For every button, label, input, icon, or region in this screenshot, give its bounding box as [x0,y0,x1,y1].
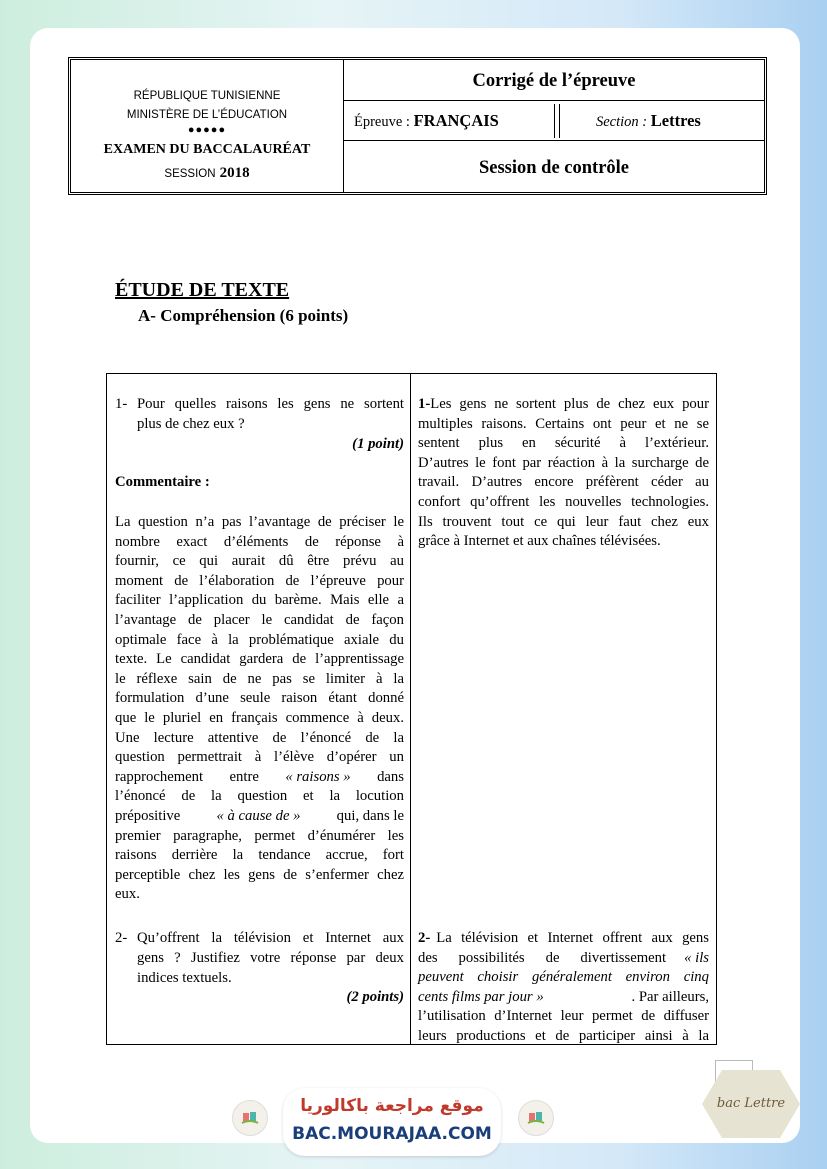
answer-line: multiples raisons. Certains ont peur et ne se [418,415,709,432]
session-line [71,164,343,182]
section-label: Section : [596,114,648,130]
subsection-title: A- Compréhension (6 points) [138,306,349,325]
header-left-panel [71,60,344,192]
comment-word: dans [377,768,404,785]
q2-text-line2: gens ? Justifiez votre réponse par deux [137,950,404,966]
q2-text-line3: indices textuels. [137,970,232,986]
footer-site[interactable]: BAC.MOURAJAA.COM [292,1124,492,1144]
comment-word: rapprochement [115,768,204,785]
a1-block [418,395,709,552]
epreuve-line [354,111,499,131]
comment-line: raisons derrière la tendance accrue, fort [115,847,404,864]
table-column-divider [410,374,411,1044]
comment-line: nombre exact d’éléments de réponse à [115,533,404,550]
q2-text-line1: Qu’offrent la télévision et Internet aux [137,930,404,946]
answer-line: La télévision et Internet offrent aux gens [436,930,709,946]
header-vertical-divider [554,104,560,138]
questions-table [106,373,717,1045]
books-logo-icon [518,1100,554,1136]
answer-line-mixed [418,949,709,969]
stamp-text: bac Lettre [716,1096,786,1111]
dots-separator: ●●●●● [187,124,227,136]
comment-line: fournir, ce qui aurait dû être prévu au [115,553,404,570]
q2-number: 2- [115,930,128,946]
comment-line-mixed [115,768,404,788]
answer-line: l’utilisation d’Internet leur permet de diffuser [418,1008,709,1025]
ministry-label: MINISTÈRE DE L’ÉDUCATION [126,109,288,121]
comment-word: qui, dans le [336,807,404,824]
comment-line: que le pluriel en français commence à deux. [115,709,404,726]
answer-line: leurs productions et de participer ainsi à la [418,1027,709,1044]
section-line [596,111,701,131]
answer-line: travail. D’autres encore préfèrent céder au [418,474,709,491]
republic-label: RÉPUBLIQUE TUNISIENNE [133,90,281,102]
exam-header [68,57,767,195]
epreuve-label: Épreuve : [354,114,410,130]
comment-line: le réflexe sain de ne pas se limiter à la [115,670,404,687]
q1-comment-block [115,513,404,905]
header-divider-2 [344,140,764,141]
header-right-panel [344,60,764,192]
comment-line: premier paragraphe, permet d’énumérer les [115,827,404,844]
books-icon [233,1101,267,1135]
comment-line: perceptible chez les gens de s’enfermer chez [115,866,404,883]
answer-line: grâce à Internet et aux chaînes télévisées. [418,533,661,550]
comment-line-mixed [115,807,404,827]
q1-text-line1: Pour quelles raisons les gens ne sortent [137,396,404,412]
a2-block [418,929,709,1047]
answer-line: D’autres le font par réaction à la surcharge de [418,454,709,471]
q2-points: (2 points) [346,989,404,1005]
comment-line: l’avantage de placer le candidat de façon [115,611,404,628]
corrige-title: Corrigé de l’épreuve [472,71,636,91]
a2-first-line [418,929,709,949]
answer-text: . Par ailleurs, [631,988,709,1005]
books-logo-icon [232,1100,268,1136]
comment-line: formulation d’une seule raison étant donné [115,690,404,707]
q1-text-line2: plus de chez eux ? [137,416,245,432]
books-icon [519,1101,553,1135]
header-divider-1 [344,100,764,101]
comment-line: Une lecture attentive de l’énoncé de la [115,729,404,746]
q1-number: 1- [115,396,128,412]
footer-arabic: موقع مراجعة باكالوريا [300,1096,484,1116]
a1-first-line [418,395,709,415]
session-label: SESSION [164,168,216,180]
comment-line: optimale face à la problématique axiale du [115,631,404,648]
exam-label: EXAMEN DU BACCALAURÉAT [103,142,311,157]
answer-line: sentent plus en sécurité à l’extérieur. [418,435,709,452]
comment-line: eux. [115,886,140,903]
answer-text: des possibilités de divertissement [418,949,667,966]
section-title: ÉTUDE DE TEXTE [115,279,290,301]
comment-word: entre [229,768,259,785]
section-value: Lettres [650,111,701,130]
comment-line: moment de l’élaboration de l’épreuve pour [115,572,404,589]
answer-quote-line: peuvent choisir généralement environ cinq [418,969,709,986]
comment-quote: « à cause de » [216,807,301,824]
bac-lettre-stamp [700,1068,802,1140]
comment-line: La question n’a pas l’avantage de préciser le [115,514,404,530]
answer-line: Les gens ne sortent plus de chez eux pour [430,396,709,412]
q1-points: (1 point) [352,436,404,452]
a2-number: 2- [418,930,431,946]
comment-line: question permettrait à l’élève d’opérer un [115,749,404,766]
answer-quote: cents films par jour » [418,988,544,1005]
comment-line: texte. Le candidat gardera de l’apprentissage [115,651,404,668]
epreuve-value: FRANÇAIS [413,111,499,130]
answer-line: confort qu’offrent les nouvelles technologies. [418,493,709,510]
comment-word: prépositive [115,807,181,824]
q1-comment-label: Commentaire : [115,474,210,490]
comment-line: l’énoncé de la question et la locution [115,788,404,805]
session-year: 2018 [219,165,250,181]
session-type: Session de contrôle [478,158,630,178]
answer-line: Ils trouvent tout ce qui leur faut chez eux [418,513,709,530]
answer-line-mixed [418,988,709,1008]
comment-line: faciliter l’application du barème. Mais elle a [115,592,404,609]
footer-badge[interactable] [283,1088,501,1156]
answer-quote: « ils [684,949,709,966]
comment-quote: « raisons » [285,768,351,785]
a1-number: 1- [418,396,431,412]
